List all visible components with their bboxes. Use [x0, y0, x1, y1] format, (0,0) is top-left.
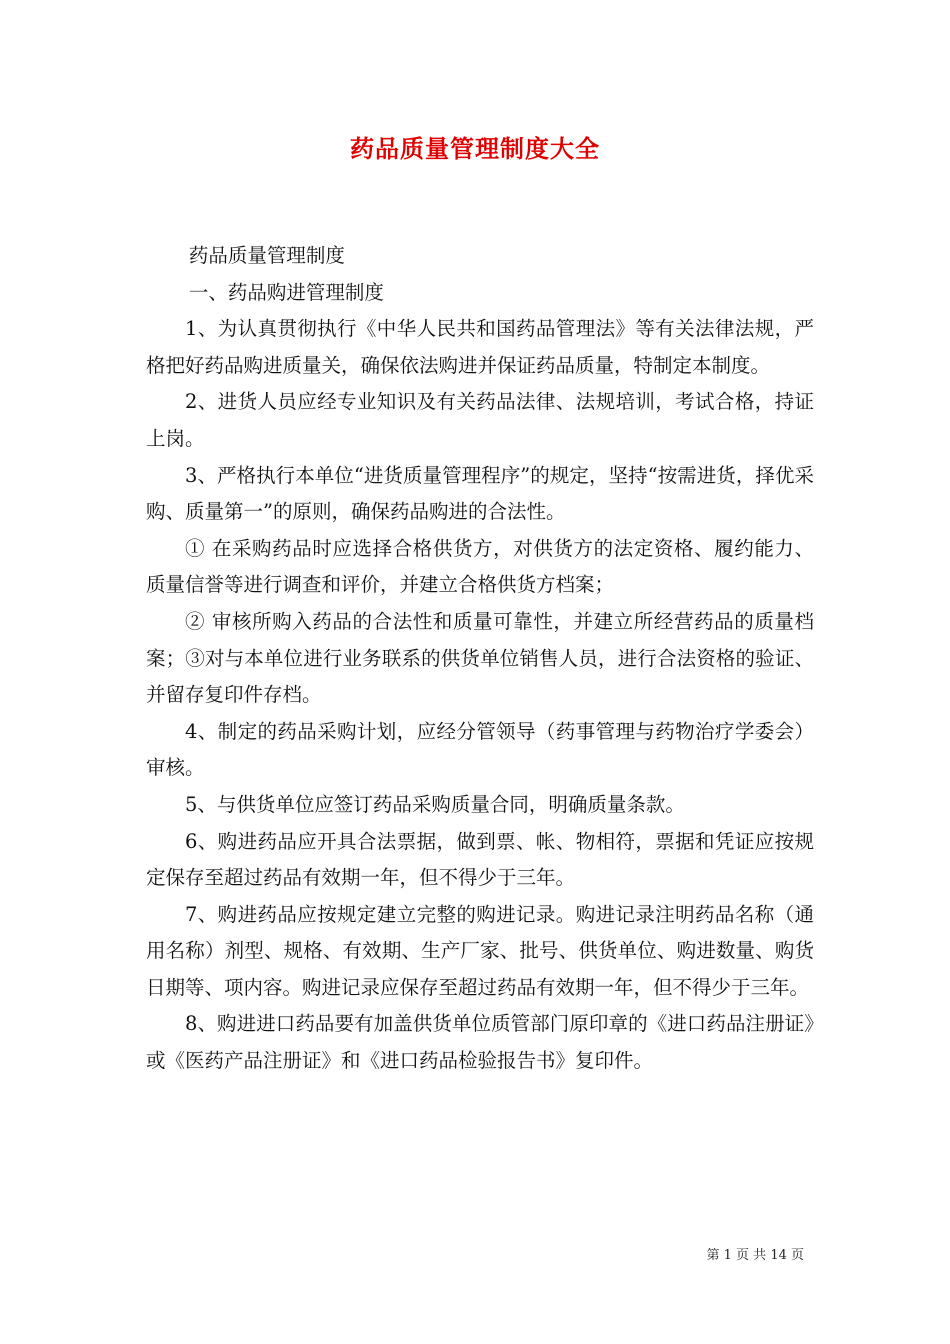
paragraph-3: 3、严格执行本单位“进货质量管理程序”的规定，坚持“按需进货，择优采购、质量第一”的原则，确保药品购进的合法性。 [146, 463, 814, 524]
document-body [146, 238, 814, 1080]
paragraph-4: 4、制定的药品采购计划，应经分管领导（药事管理与药物治疗学委会）审核。 [146, 719, 814, 780]
paragraph-5: 5、与供货单位应签订药品采购质量合同，明确质量条款。 [185, 792, 685, 816]
page-number: 第 1 页 共 14 页 [706, 1248, 804, 1263]
paragraph-3-item-1: ① 在采购药品时应选择合格供货方，对供货方的法定资格、履约能力、质量信誉等进行调查和评价，并建立合格供货方档案； [146, 536, 814, 597]
subsection-heading: 一、药品购进管理制度 [188, 280, 384, 304]
section-heading: 药品质量管理制度 [188, 244, 345, 267]
paragraph-7: 7、购进药品应按规定建立完整的购进记录。购进记录注明药品名称（通用名称）剂型、规格、有效期、生产厂家、批号、供货单位、购进数量、购货日期等、项内容。购进记录应保存至超过药品有效期一年，但不得少于三年。 [146, 902, 814, 999]
paragraph-3-item-2: ② 审核所购入药品的合法性和质量可靠性，并建立所经营药品的质量档案；③对与本单位进行业务联系的供货单位销售人员，进行合法资格的验证、并留存复印件存档。 [146, 609, 814, 707]
paragraph-6: 6、购进药品应开具合法票据，做到票、帐、物相符，票据和凭证应按规定保存至超过药品有效期一年，但不得少于三年。 [146, 829, 814, 890]
paragraph-8: 8、购进进口药品要有加盖供货单位质管部门原印章的《进口药品注册证》或《医药产品注册证》和《进口药品检验报告书》复印件。 [146, 1012, 814, 1073]
document-title: 药品质量管理制度大全 [350, 134, 600, 163]
paragraph-2: 2、进货人员应经专业知识及有关药品法律、法规培训，考试合格，持证上岗。 [146, 390, 814, 450]
paragraph-1: 1、为认真贯彻执行《中华人民共和国药品管理法》等有关法律法规，严格把好药品购进质量关，确保依法购进并保证药品质量，特制定本制度。 [146, 317, 814, 377]
